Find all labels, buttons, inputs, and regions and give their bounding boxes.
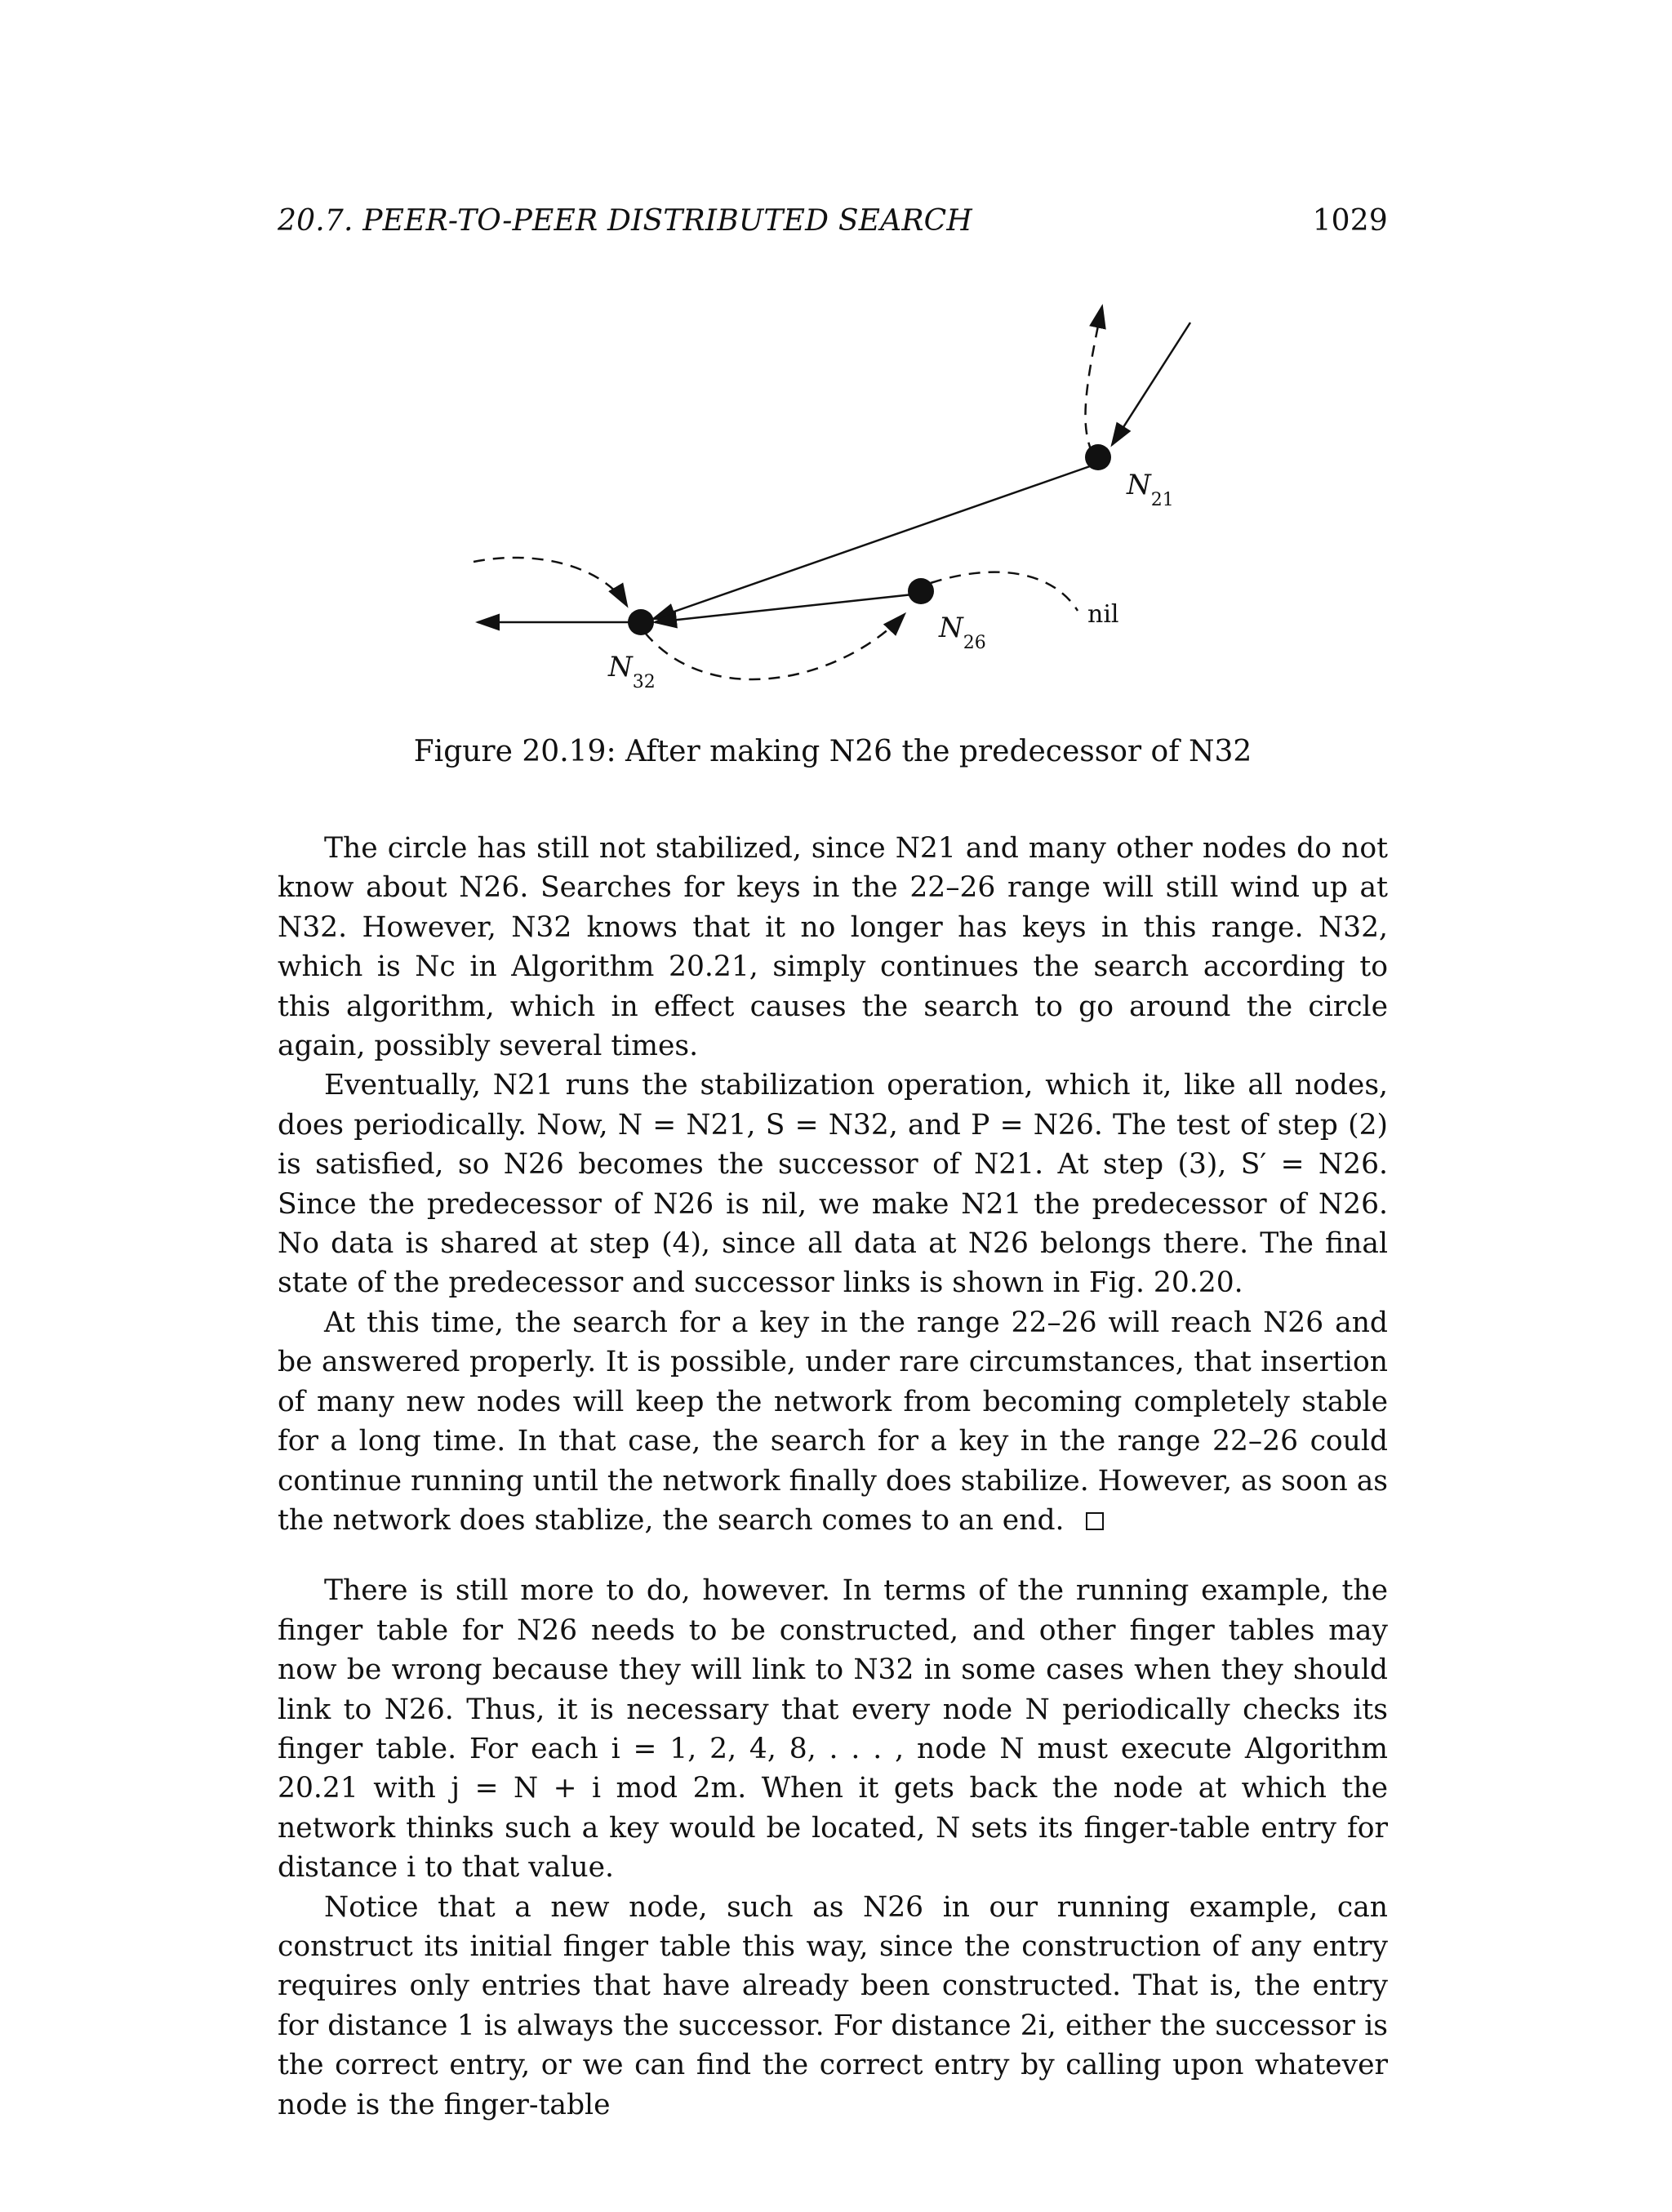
end-of-example-box bbox=[1086, 1512, 1104, 1530]
node-n26 bbox=[908, 578, 934, 604]
solid-link-n26-to-n32 bbox=[655, 594, 913, 622]
paragraph-3 bbox=[278, 1303, 1388, 1540]
page-number: 1029 bbox=[1312, 204, 1388, 238]
chord-ring-figure bbox=[0, 0, 1672, 735]
label-n21: $N_{21}$ bbox=[1127, 469, 1174, 510]
dashed-link-into-n32 bbox=[474, 558, 627, 606]
section-title: 20.7. PEER-TO-PEER DISTRIBUTED SEARCH bbox=[278, 204, 973, 238]
paragraph-5: Notice that a new node, such as N26 in our running example, can construct its initial finger table this way, since the construction of any entry requires only entries that have already been constructed. That is, the entry for distance 1 is always the successor. For distance 2i, either the successor is the correct entry, or we can find the correct entry by calling upon whatever node is the finger-table bbox=[278, 1890, 1388, 2121]
paragraph-4: There is still more to do, however. In terms of the running example, the finger table for N26 needs to be constructed, and other finger tables may now be wrong because they will link to N32 in some cases when they should link to N26. Thus, it is necessary that every node N periodically checks its finger table. For each i = 1, 2, 4, 8, . . . , node N must execute Algorithm 20.21 with j = N + i mod 2m. When it gets back the node at which the network thinks such a key would be located, N sets its finger-table entry for distance i to that value. bbox=[278, 1574, 1388, 1885]
label-nil: nil bbox=[1087, 600, 1119, 629]
body-text bbox=[278, 829, 1388, 2125]
label-n32: $N_{32}$ bbox=[608, 651, 656, 692]
paragraph-2: Eventually, N21 runs the stabilization operation, which it, like all nodes, does periodically. Now, N = N21, S = N32, and P = N26. The test of step (2) is satisfied, so N26 becomes the successor of N21. At step (3), S′ = N26. Since the predecessor of N26 is nil, we make N21 the predecessor of N26. No data is shared at step (4), since all data at N26 belongs there. The final state of the predecessor and successor links is shown in Fig. 20.20. bbox=[278, 1069, 1388, 1300]
dashed-link-n32-to-n26 bbox=[645, 614, 905, 679]
dashed-link-into-n21 bbox=[1085, 306, 1102, 453]
node-n32 bbox=[628, 609, 654, 635]
figure-caption: Figure 20.19: After making N26 the predecessor of N32 bbox=[413, 735, 1252, 768]
solid-link-into-n21 bbox=[1112, 323, 1190, 445]
node-n21 bbox=[1085, 444, 1111, 470]
dashed-link-n26-to-nil bbox=[931, 572, 1078, 611]
solid-link-n21-to-n32 bbox=[653, 465, 1092, 619]
label-n26: $N_{26}$ bbox=[939, 612, 986, 653]
paragraph-3-text: At this time, the search for a key in the range 22–26 will reach N26 and be answered properly. It is possible, under rare circumstances, that insertion of many new nodes will keep the network from becoming completely stable for a long time. In that case, the search for a key in the range 22–26 could continue running until the network finally does stabilize. However, as soon as the network does stablize, the search comes to an end. bbox=[278, 1306, 1388, 1537]
paragraph-1: The circle has still not stabilized, since N21 and many other nodes do not know about N26. Searches for keys in the 22–26 range will still wind up at N32. However, N32 knows that it no longer has keys in this range. N32, which is Nc in Algorithm 20.21, simply continues the search according to this algorithm, which in effect causes the search to go around the circle again, possibly several times. bbox=[278, 832, 1388, 1063]
